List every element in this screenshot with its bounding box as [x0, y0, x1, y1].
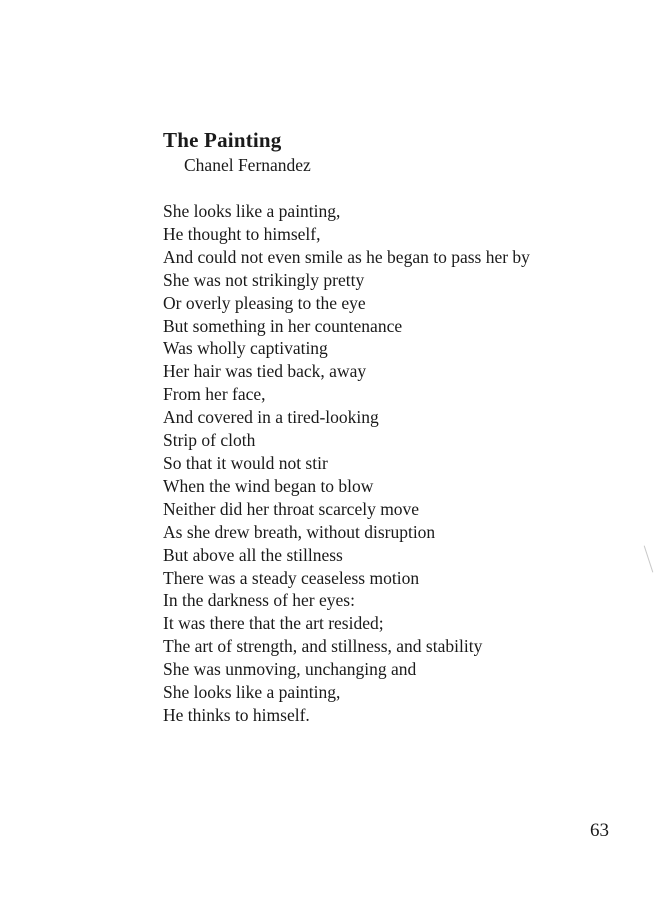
poem-line: When the wind began to blow [163, 475, 374, 496]
poem-line: Was wholly captivating [163, 338, 328, 359]
poem-line: From her face, [163, 384, 266, 405]
poem-line: It was there that the art resided; [163, 613, 384, 634]
poem-line: He thought to himself, [163, 223, 321, 244]
poem-author: Chanel Fernandez [184, 155, 311, 175]
poem-line: In the darkness of her eyes: [163, 590, 355, 611]
poem-line: She was unmoving, unchanging and [163, 659, 417, 680]
poem-line: She looks like a painting, [163, 201, 341, 221]
page-number: 63 [590, 820, 609, 841]
poem-line: Neither did her throat scarcely move [163, 498, 420, 519]
poem-line: Her hair was tied back, away [163, 361, 367, 382]
poem-line: The art of strength, and stillness, and stability [163, 636, 483, 657]
poem-line: She was not strikingly pretty [163, 269, 365, 290]
poem-line: But above all the stillness [163, 544, 343, 565]
poem-line: Or overly pleasing to the eye [163, 292, 366, 313]
poem-line: And covered in a tired-looking [163, 407, 379, 428]
poem-line: He thinks to himself. [163, 704, 310, 725]
scan-artifact-line [644, 546, 654, 573]
poem-line: Strip of cloth [163, 430, 256, 451]
poem-line: As she drew breath, without disruption [163, 521, 436, 542]
poem-line: There was a steady ceaseless motion [163, 567, 420, 588]
poem-body [163, 200, 530, 727]
poem-line: She looks like a painting, [163, 682, 341, 703]
poem-title: The Painting [163, 128, 282, 152]
poem-line: And could not even smile as he began to pass her by [163, 246, 530, 267]
poem-line: But something in her countenance [163, 315, 403, 336]
poem-line: So that it would not stir [163, 452, 328, 473]
